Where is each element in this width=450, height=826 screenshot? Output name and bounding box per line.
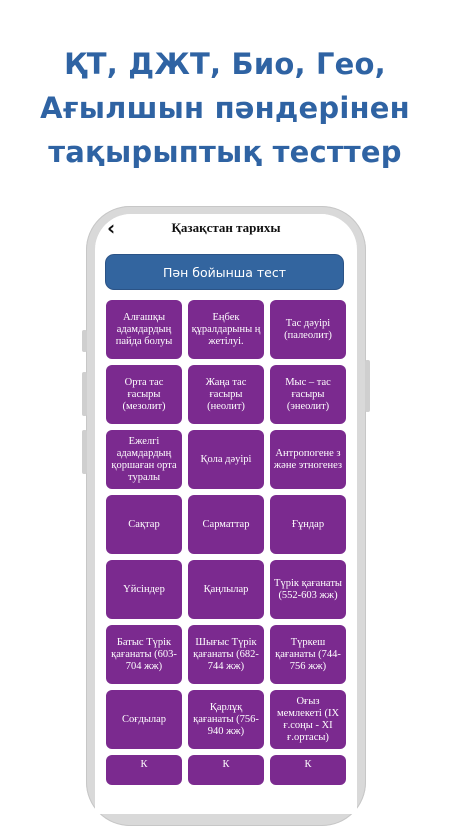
topic-label: Сақтар xyxy=(128,518,160,530)
phone-side-button xyxy=(82,430,87,474)
topic-tile[interactable] xyxy=(188,690,264,749)
topic-label: Орта тас ғасыры (мезолит) xyxy=(122,376,166,412)
topic-label: Ежелгі адамдардың қоршаған орта туралы xyxy=(111,435,177,483)
topic-tile[interactable] xyxy=(106,690,182,749)
topic-tile[interactable] xyxy=(106,560,182,619)
topic-label: Еңбек құралдарыны ң жетілуі. xyxy=(191,311,261,347)
topic-tile[interactable] xyxy=(106,495,182,554)
topic-tile[interactable] xyxy=(106,300,182,359)
topic-grid xyxy=(106,300,346,785)
promo-headline xyxy=(0,42,450,174)
topic-tile[interactable] xyxy=(188,430,264,489)
topic-tile[interactable] xyxy=(270,690,346,749)
topic-label: Оғыз мемлекеті (IX ғ.соңы - XI ғ.ортасы) xyxy=(276,695,340,743)
phone-screen xyxy=(95,214,357,814)
topic-label: Түркеш қағанаты (744-756 жж) xyxy=(275,636,341,672)
phone-side-button xyxy=(82,372,87,416)
topic-tile[interactable] xyxy=(188,755,264,785)
phone-side-button xyxy=(82,330,87,352)
topic-tile[interactable] xyxy=(188,365,264,424)
topic-tile[interactable] xyxy=(106,625,182,684)
topic-label: К xyxy=(304,759,312,770)
topic-label: Соғдылар xyxy=(121,713,167,725)
app-header xyxy=(95,214,357,246)
topic-label: Тас дәуірі (палеолит) xyxy=(284,317,332,341)
topic-label: К xyxy=(140,759,148,770)
topic-tile[interactable] xyxy=(188,495,264,554)
topic-label: Алғашқы адамдардың пайда болуы xyxy=(115,311,173,347)
topic-tile[interactable] xyxy=(270,495,346,554)
headline-line-1: ҚТ, ДЖТ, Био, Гео, xyxy=(64,47,386,81)
topic-label: Батыс Түрік қағанаты (603-704 жж) xyxy=(111,636,177,672)
topic-tile[interactable] xyxy=(270,300,346,359)
topic-label: Түрік қағанаты (552-603 жж) xyxy=(274,577,342,601)
phone-power-button xyxy=(365,360,370,412)
topic-tile[interactable] xyxy=(270,365,346,424)
topic-label: Үйсіндер xyxy=(123,583,165,595)
topic-label: Қола дәуірі xyxy=(200,453,252,465)
back-arrow-icon[interactable]: ‹ xyxy=(107,216,116,240)
topic-tile[interactable] xyxy=(270,625,346,684)
topic-label: К xyxy=(222,759,230,770)
topic-label: Антропогене з және этногенез xyxy=(273,447,343,471)
headline-line-3: тақырыптық тесттер xyxy=(48,135,402,169)
headline-line-2: Ағылшын пәндерінен xyxy=(40,91,410,125)
topic-label: Ғұндар xyxy=(291,518,325,530)
subject-test-button[interactable]: Пән бойынша тест xyxy=(105,254,344,290)
screen-title: Қазақстан тарихы xyxy=(171,220,281,235)
topic-label: Мыс – тас ғасыры (энеолит) xyxy=(285,376,331,412)
topic-tile[interactable] xyxy=(188,300,264,359)
topic-tile[interactable] xyxy=(270,430,346,489)
topic-tile[interactable] xyxy=(106,755,182,785)
topic-tile[interactable] xyxy=(188,625,264,684)
topic-label: Жаңа тас ғасыры (неолит) xyxy=(205,376,247,412)
topic-label: Қаңлылар xyxy=(203,583,249,595)
topic-label: Сарматтар xyxy=(202,518,250,530)
topic-tile[interactable] xyxy=(188,560,264,619)
topic-tile[interactable] xyxy=(106,430,182,489)
topic-label: Қарлұқ қағанаты (756-940 жж) xyxy=(193,701,259,737)
topic-tile[interactable] xyxy=(106,365,182,424)
topic-tile[interactable] xyxy=(270,755,346,785)
topic-tile[interactable] xyxy=(270,560,346,619)
topic-label: Шығыс Түрік қағанаты (682-744 жж) xyxy=(193,636,259,672)
